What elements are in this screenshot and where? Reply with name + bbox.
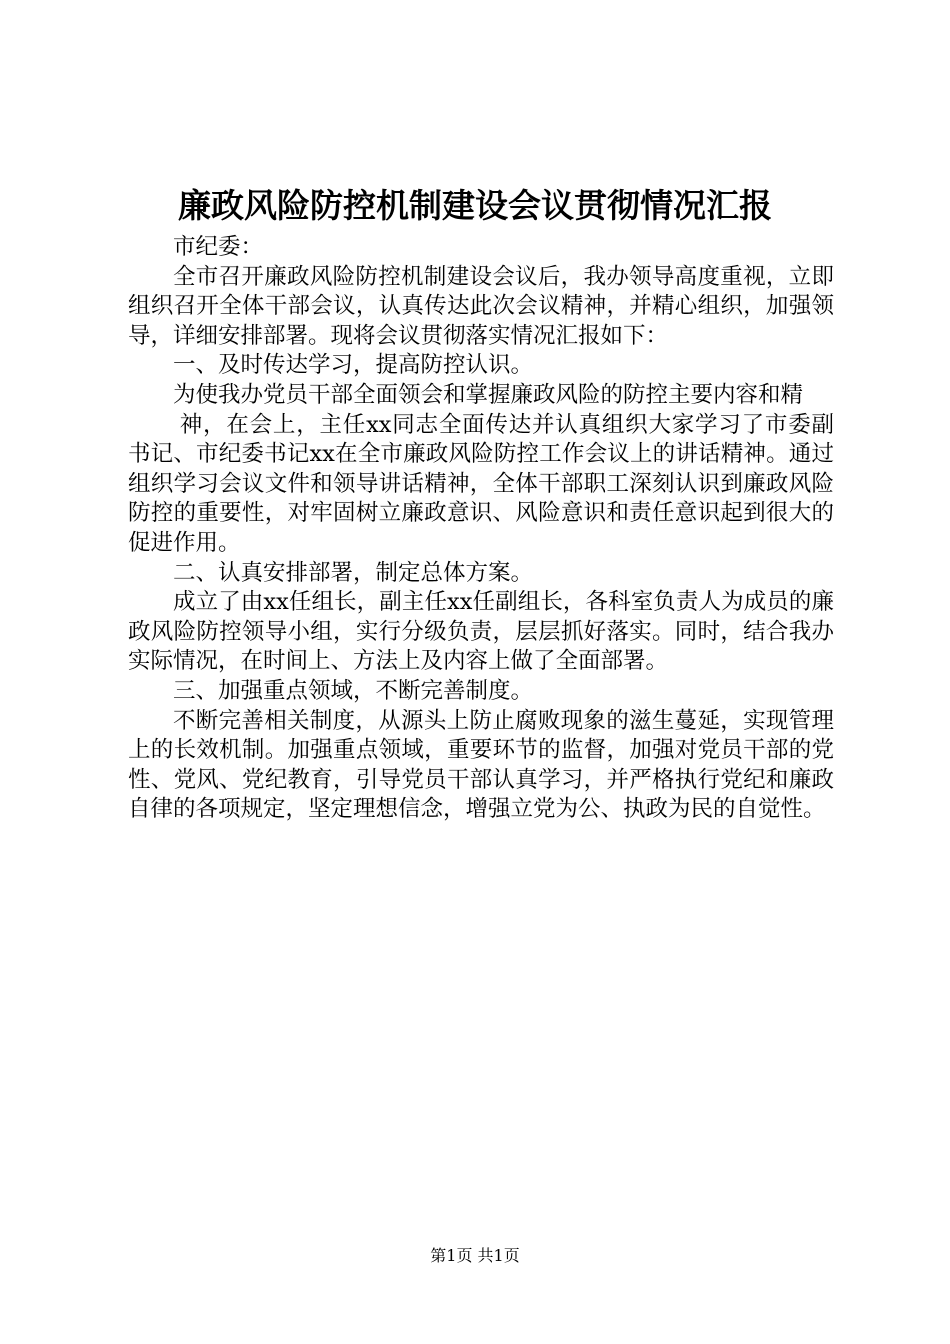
page-footer: 第1页 共1页 — [430, 1246, 520, 1265]
section-heading-2: 二、认真安排部署，制定总体方案。 — [173, 559, 534, 586]
section-heading-1: 一、及时传达学习，提高防控认识。 — [173, 352, 534, 379]
paragraph-section-1-a: 为使我办党员干部全面领会和掌握廉政风险的防控主要内容和精 — [173, 381, 804, 408]
document-title: 廉政风险防控机制建设会议贯彻情况汇报 — [178, 186, 772, 225]
paragraph-intro: 全市召开廉政风险防控机制建设会议后，我办领导高度重视，立即组织召开全体干部会议，认真传达此次会议精神，并精心组织，加强领导，详细安排部署。现将会议贯彻落实情况汇报如下： — [128, 263, 834, 349]
paragraph-section-1-b: 神，在会上，主任xx同志全面传达并认真组织大家学习了市委副书记、市纪委书记xx在全市廉政风险防控工作会议上的讲话精神。通过组织学习会议文件和领导讲话精神，全体干部职工深刻认识到廉政风险防控的重要性，对牢固树立廉政意识、风险意识和责任意识起到很大的促进作用。 — [128, 411, 834, 556]
salutation: 市纪委： — [173, 234, 264, 260]
paragraph-section-3: 不断完善相关制度，从源头上防止腐败现象的滋生蔓延，实现管理上的长效机制。加强重点领域，重要环节的监督，加强对党员干部的党性、党风、党纪教育，引导党员干部认真学习，并严格执行党纪和廉政自律的各项规定，坚定理想信念，增强立党为公、执政为民的自觉性。 — [128, 707, 834, 823]
document-body — [128, 233, 834, 825]
section-heading-3: 三、加强重点领域，不断完善制度。 — [173, 677, 534, 704]
paragraph-section-2: 成立了由xx任组长，副主任xx任副组长，各科室负责人为成员的廉政风险防控领导小组，实行分级负责，层层抓好落实。同时，结合我办实际情况，在时间上、方法上及内容上做了全面部署。 — [128, 589, 834, 675]
